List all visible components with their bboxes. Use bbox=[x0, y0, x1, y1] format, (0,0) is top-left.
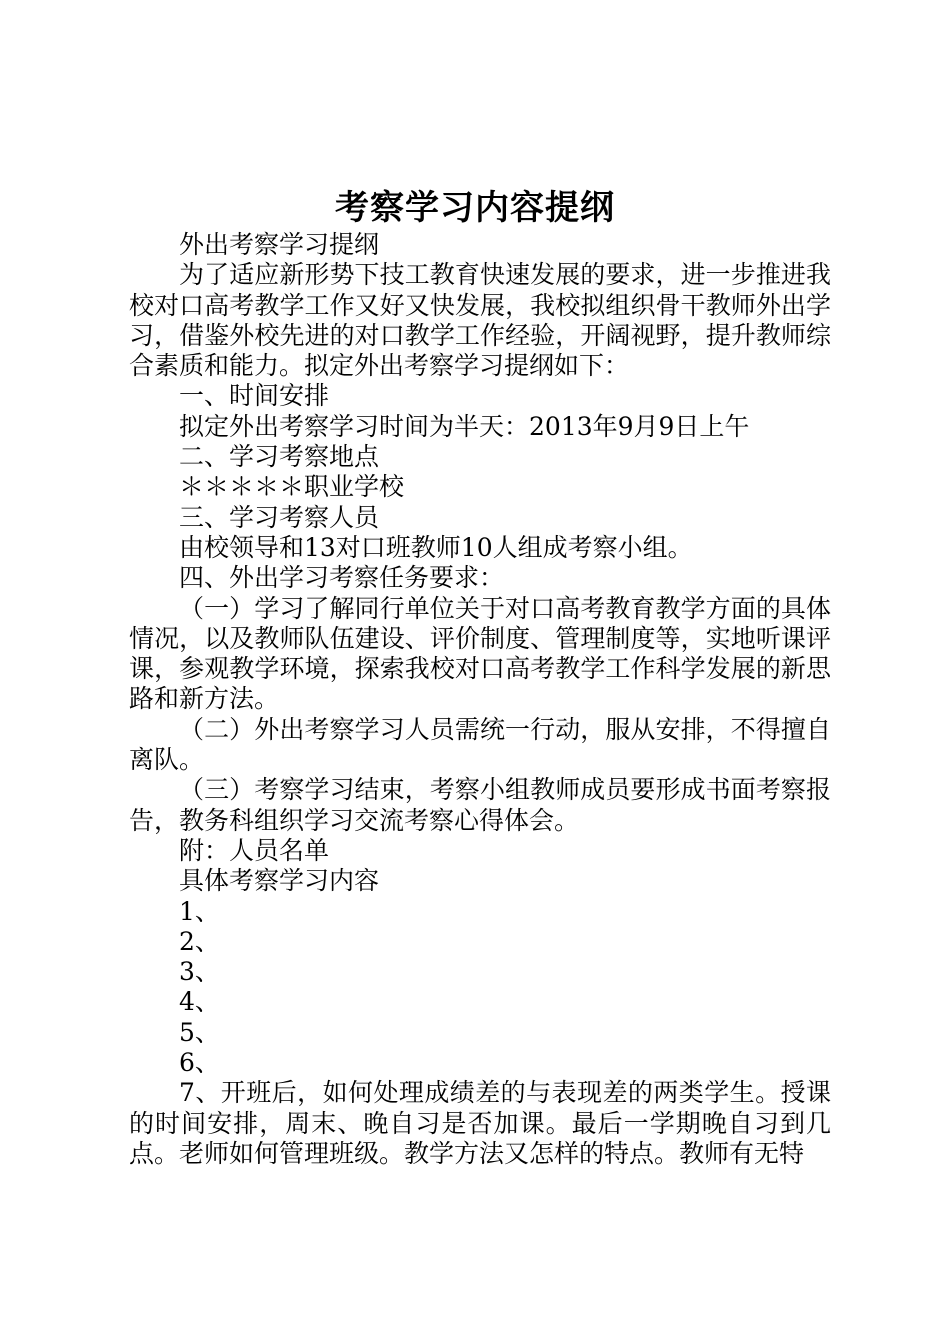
paragraph-time: 拟定外出考察学习时间为半天：2013年9月9日上午 bbox=[179, 411, 750, 441]
heading-personnel: 三、学习考察人员 bbox=[179, 502, 380, 532]
paragraph-personnel: 由校领导和13对口班教师10人组成考察小组。 bbox=[179, 532, 693, 562]
paragraph-requirement-2: （二）外出考察学习人员需统一行动，服从安排，不得擅自离队。 bbox=[129, 714, 831, 775]
paragraph-location: ＊＊＊＊＊职业学校 bbox=[179, 472, 405, 502]
heading-time: 一、时间安排 bbox=[179, 381, 330, 411]
heading-location: 二、学习考察地点 bbox=[179, 442, 380, 472]
heading-requirements: 四、外出学习考察任务要求： bbox=[179, 563, 505, 593]
heading-content: 具体考察学习内容 bbox=[179, 866, 380, 896]
paragraph-requirement-1: （一）学习了解同行单位关于对口高考教育教学方面的具体情况，以及教师队伍建设、评价制度、管理制度等，实地听课评课，参观教学环境，探索我校对口高考教学工作科学发展的新思路和新方法。 bbox=[129, 593, 831, 714]
paragraph-subtitle: 外出考察学习提纲 bbox=[179, 230, 380, 259]
document-title: 考察学习内容提纲 bbox=[335, 188, 615, 228]
list-item: 6、 bbox=[179, 1048, 220, 1078]
paragraph-attachment: 附：人员名单 bbox=[179, 835, 330, 865]
paragraph-requirement-3: （三）考察学习结束，考察小组教师成员要形成书面考察报告，教务科组织学习交流考察心得体会。 bbox=[129, 775, 831, 835]
list-item: 2、 bbox=[179, 926, 220, 956]
list-item: 7、开班后，如何处理成绩差的与表现差的两类学生。授课的时间安排，周末、晚自习是否加课。最后一学期晚自习到几点。老师如何管理班级。教学方法又怎样的特点。教师有无特 bbox=[129, 1078, 831, 1168]
paragraph-intro: 为了适应新形势下技工教育快速发展的要求，进一步推进我校对口高考教学工作又好又快发展，我校拟组织骨干教师外出学习，借鉴外校先进的对口教学工作经验，开阔视野，提升教师综合素质和能力。拟定外出考察学习提纲如下： bbox=[129, 260, 831, 381]
document-body bbox=[129, 230, 831, 1169]
list-item: 4、 bbox=[179, 987, 220, 1017]
list-item: 5、 bbox=[179, 1017, 220, 1047]
list-item: 1、 bbox=[179, 896, 220, 926]
list-item: 3、 bbox=[179, 957, 220, 987]
